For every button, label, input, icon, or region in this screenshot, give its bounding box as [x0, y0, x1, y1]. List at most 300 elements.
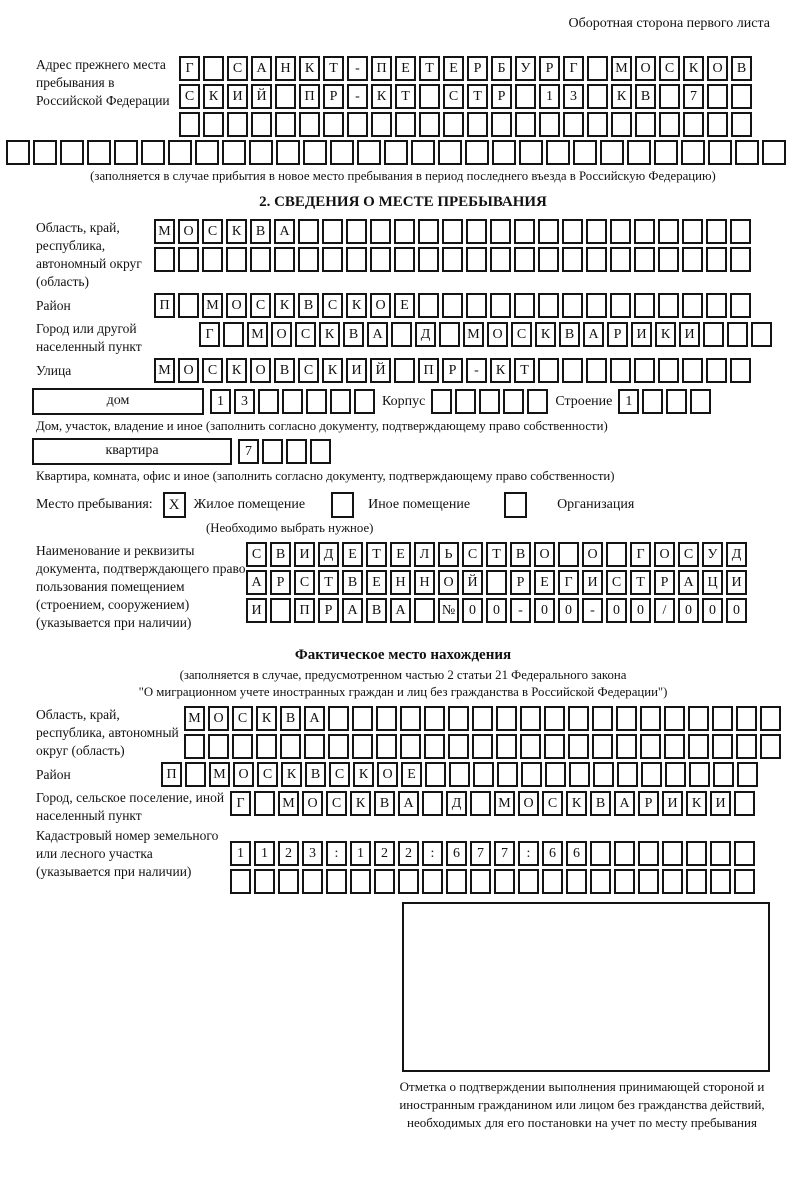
char-cell[interactable] [638, 869, 659, 894]
char-cell[interactable]: Й [370, 358, 391, 383]
char-cell[interactable]: Е [401, 762, 422, 787]
char-cell[interactable]: М [494, 791, 515, 816]
char-cell[interactable] [586, 358, 607, 383]
char-cell[interactable] [232, 734, 253, 759]
char-cell[interactable] [735, 140, 759, 165]
char-cell[interactable] [398, 869, 419, 894]
char-cell[interactable] [586, 293, 607, 318]
stay-type-checkbox-organization[interactable] [504, 492, 527, 518]
char-cell[interactable] [455, 389, 476, 414]
char-cell[interactable]: 0 [606, 598, 627, 623]
char-cell[interactable] [114, 140, 138, 165]
char-cell[interactable] [610, 219, 631, 244]
char-cell[interactable] [467, 112, 488, 137]
char-cell[interactable] [195, 140, 219, 165]
char-cell[interactable]: Р [467, 56, 488, 81]
char-cell[interactable] [515, 112, 536, 137]
char-cell[interactable] [490, 247, 511, 272]
char-cell[interactable] [230, 869, 251, 894]
char-cell[interactable]: 3 [302, 841, 323, 866]
char-cell[interactable]: У [702, 542, 723, 567]
char-cell[interactable] [562, 247, 583, 272]
char-cell[interactable]: Р [491, 84, 512, 109]
char-cell[interactable]: Т [395, 84, 416, 109]
char-cell[interactable] [730, 219, 751, 244]
char-cell[interactable]: Т [630, 570, 651, 595]
char-cell[interactable] [659, 84, 680, 109]
char-cell[interactable]: 7 [683, 84, 704, 109]
char-cell[interactable]: О [178, 358, 199, 383]
char-cell[interactable]: О [226, 293, 247, 318]
char-cell[interactable]: К [226, 358, 247, 383]
char-cell[interactable]: В [305, 762, 326, 787]
char-cell[interactable] [640, 734, 661, 759]
char-cell[interactable]: Р [654, 570, 675, 595]
char-cell[interactable]: 1 [618, 389, 639, 414]
char-cell[interactable]: О [370, 293, 391, 318]
char-cell[interactable] [520, 706, 541, 731]
char-cell[interactable]: Г [230, 791, 251, 816]
stay-type-checkbox-other[interactable] [331, 492, 354, 518]
char-cell[interactable] [638, 841, 659, 866]
char-cell[interactable]: К [611, 84, 632, 109]
char-cell[interactable]: С [542, 791, 563, 816]
char-cell[interactable] [330, 140, 354, 165]
char-cell[interactable]: Й [251, 84, 272, 109]
char-cell[interactable] [496, 734, 517, 759]
char-cell[interactable]: В [510, 542, 531, 567]
char-cell[interactable] [527, 389, 548, 414]
char-cell[interactable]: В [250, 219, 271, 244]
char-cell[interactable] [203, 112, 224, 137]
char-cell[interactable]: С [659, 56, 680, 81]
stay-type-checkbox-residential[interactable] [163, 492, 186, 518]
char-cell[interactable] [606, 542, 627, 567]
char-cell[interactable] [520, 734, 541, 759]
char-cell[interactable] [154, 247, 175, 272]
char-cell[interactable] [665, 762, 686, 787]
char-cell[interactable] [346, 219, 367, 244]
char-cell[interactable]: А [367, 322, 388, 347]
char-cell[interactable] [641, 762, 662, 787]
char-cell[interactable] [286, 439, 307, 464]
char-cell[interactable] [328, 706, 349, 731]
char-cell[interactable] [262, 439, 283, 464]
char-cell[interactable] [276, 140, 300, 165]
char-cell[interactable]: И [662, 791, 683, 816]
char-cell[interactable]: О [487, 322, 508, 347]
char-cell[interactable]: О [302, 791, 323, 816]
char-cell[interactable] [465, 140, 489, 165]
char-cell[interactable]: Р [318, 598, 339, 623]
char-cell[interactable] [376, 734, 397, 759]
char-cell[interactable]: - [466, 358, 487, 383]
char-cell[interactable] [304, 734, 325, 759]
char-cell[interactable] [442, 247, 463, 272]
char-cell[interactable] [617, 762, 638, 787]
char-cell[interactable] [682, 247, 703, 272]
char-cell[interactable] [566, 869, 587, 894]
char-cell[interactable]: В [366, 598, 387, 623]
char-cell[interactable]: А [274, 219, 295, 244]
char-cell[interactable] [538, 219, 559, 244]
char-cell[interactable] [712, 706, 733, 731]
char-cell[interactable] [322, 247, 343, 272]
char-cell[interactable] [202, 247, 223, 272]
char-cell[interactable]: М [154, 358, 175, 383]
char-cell[interactable] [736, 734, 757, 759]
char-cell[interactable] [514, 293, 535, 318]
char-cell[interactable] [438, 140, 462, 165]
char-cell[interactable] [634, 358, 655, 383]
char-cell[interactable] [658, 358, 679, 383]
char-cell[interactable] [682, 293, 703, 318]
char-cell[interactable] [371, 112, 392, 137]
char-cell[interactable]: Н [390, 570, 411, 595]
char-cell[interactable]: - [582, 598, 603, 623]
char-cell[interactable] [573, 140, 597, 165]
char-cell[interactable] [354, 389, 375, 414]
char-cell[interactable] [503, 389, 524, 414]
char-cell[interactable] [688, 734, 709, 759]
char-cell[interactable]: В [280, 706, 301, 731]
char-cell[interactable]: С [511, 322, 532, 347]
char-cell[interactable] [394, 358, 415, 383]
char-cell[interactable] [203, 56, 224, 81]
char-cell[interactable] [664, 734, 685, 759]
char-cell[interactable]: И [346, 358, 367, 383]
char-cell[interactable] [394, 219, 415, 244]
char-cell[interactable] [419, 84, 440, 109]
char-cell[interactable] [616, 734, 637, 759]
char-cell[interactable]: С [678, 542, 699, 567]
char-cell[interactable] [610, 293, 631, 318]
char-cell[interactable] [227, 112, 248, 137]
char-cell[interactable]: С [227, 56, 248, 81]
char-cell[interactable]: А [678, 570, 699, 595]
char-cell[interactable] [542, 869, 563, 894]
char-cell[interactable] [446, 869, 467, 894]
char-cell[interactable] [418, 247, 439, 272]
char-cell[interactable]: Ь [438, 542, 459, 567]
char-cell[interactable]: К [299, 56, 320, 81]
char-cell[interactable]: Е [394, 293, 415, 318]
char-cell[interactable] [472, 706, 493, 731]
char-cell[interactable]: К [371, 84, 392, 109]
char-cell[interactable] [760, 706, 781, 731]
char-cell[interactable] [689, 762, 710, 787]
char-cell[interactable]: П [294, 598, 315, 623]
char-cell[interactable]: С [294, 570, 315, 595]
char-cell[interactable] [323, 112, 344, 137]
char-cell[interactable] [736, 706, 757, 731]
char-cell[interactable]: Т [486, 542, 507, 567]
char-cell[interactable] [562, 293, 583, 318]
char-cell[interactable] [666, 389, 687, 414]
char-cell[interactable]: К [346, 293, 367, 318]
char-cell[interactable]: М [463, 322, 484, 347]
char-cell[interactable]: Н [414, 570, 435, 595]
char-cell[interactable] [442, 219, 463, 244]
char-cell[interactable]: 0 [486, 598, 507, 623]
char-cell[interactable]: С [179, 84, 200, 109]
char-cell[interactable]: С [443, 84, 464, 109]
char-cell[interactable]: 0 [534, 598, 555, 623]
char-cell[interactable]: С [232, 706, 253, 731]
char-cell[interactable] [374, 869, 395, 894]
char-cell[interactable] [370, 247, 391, 272]
char-cell[interactable]: Г [563, 56, 584, 81]
char-cell[interactable]: И [631, 322, 652, 347]
char-cell[interactable] [496, 706, 517, 731]
char-cell[interactable] [497, 762, 518, 787]
char-cell[interactable] [563, 112, 584, 137]
char-cell[interactable]: Г [179, 56, 200, 81]
char-cell[interactable]: № [438, 598, 459, 623]
char-cell[interactable] [275, 112, 296, 137]
char-cell[interactable] [634, 247, 655, 272]
char-cell[interactable] [442, 293, 463, 318]
char-cell[interactable] [659, 112, 680, 137]
char-cell[interactable] [627, 140, 651, 165]
char-cell[interactable] [330, 389, 351, 414]
char-cell[interactable] [654, 140, 678, 165]
char-cell[interactable]: А [251, 56, 272, 81]
char-cell[interactable] [600, 140, 624, 165]
char-cell[interactable] [682, 358, 703, 383]
char-cell[interactable] [370, 219, 391, 244]
char-cell[interactable] [395, 112, 416, 137]
char-cell[interactable] [384, 140, 408, 165]
char-cell[interactable] [616, 706, 637, 731]
char-cell[interactable]: В [270, 542, 291, 567]
char-cell[interactable] [703, 322, 724, 347]
char-cell[interactable]: Е [534, 570, 555, 595]
char-cell[interactable] [592, 706, 613, 731]
char-cell[interactable]: 0 [630, 598, 651, 623]
char-cell[interactable]: И [710, 791, 731, 816]
char-cell[interactable]: О [534, 542, 555, 567]
char-cell[interactable]: 0 [726, 598, 747, 623]
char-cell[interactable]: Н [275, 56, 296, 81]
char-cell[interactable] [376, 706, 397, 731]
char-cell[interactable] [682, 219, 703, 244]
char-cell[interactable] [593, 762, 614, 787]
char-cell[interactable] [275, 84, 296, 109]
char-cell[interactable] [686, 841, 707, 866]
char-cell[interactable] [586, 219, 607, 244]
char-cell[interactable]: М [154, 219, 175, 244]
char-cell[interactable] [546, 140, 570, 165]
char-cell[interactable]: С [298, 358, 319, 383]
char-cell[interactable] [569, 762, 590, 787]
char-cell[interactable]: П [154, 293, 175, 318]
char-cell[interactable]: К [655, 322, 676, 347]
char-cell[interactable]: О [233, 762, 254, 787]
char-cell[interactable] [425, 762, 446, 787]
char-cell[interactable]: 3 [234, 389, 255, 414]
char-cell[interactable] [614, 869, 635, 894]
char-cell[interactable]: К [322, 358, 343, 383]
char-cell[interactable] [87, 140, 111, 165]
char-cell[interactable] [730, 247, 751, 272]
char-cell[interactable] [707, 84, 728, 109]
char-cell[interactable]: М [611, 56, 632, 81]
char-cell[interactable]: Т [514, 358, 535, 383]
char-cell[interactable]: П [299, 84, 320, 109]
char-cell[interactable] [737, 762, 758, 787]
char-cell[interactable]: К [274, 293, 295, 318]
char-cell[interactable] [521, 762, 542, 787]
char-cell[interactable] [208, 734, 229, 759]
char-cell[interactable] [538, 247, 559, 272]
char-cell[interactable]: И [582, 570, 603, 595]
char-cell[interactable]: А [583, 322, 604, 347]
char-cell[interactable]: В [298, 293, 319, 318]
char-cell[interactable]: К [319, 322, 340, 347]
char-cell[interactable] [282, 389, 303, 414]
char-cell[interactable] [391, 322, 412, 347]
char-cell[interactable] [587, 56, 608, 81]
char-cell[interactable]: 0 [558, 598, 579, 623]
char-cell[interactable] [662, 869, 683, 894]
char-cell[interactable]: С [295, 322, 316, 347]
char-cell[interactable] [258, 389, 279, 414]
char-cell[interactable] [251, 112, 272, 137]
char-cell[interactable] [418, 293, 439, 318]
char-cell[interactable] [734, 841, 755, 866]
char-cell[interactable] [179, 112, 200, 137]
char-cell[interactable]: А [398, 791, 419, 816]
char-cell[interactable]: М [202, 293, 223, 318]
char-cell[interactable]: Е [366, 570, 387, 595]
char-cell[interactable]: О [438, 570, 459, 595]
char-cell[interactable] [690, 389, 711, 414]
char-cell[interactable]: 0 [462, 598, 483, 623]
char-cell[interactable]: К [535, 322, 556, 347]
char-cell[interactable]: Г [558, 570, 579, 595]
char-cell[interactable]: А [390, 598, 411, 623]
char-cell[interactable]: С [606, 570, 627, 595]
apartment-named-box[interactable]: квартира [32, 438, 232, 465]
char-cell[interactable] [60, 140, 84, 165]
char-cell[interactable] [568, 734, 589, 759]
char-cell[interactable] [470, 791, 491, 816]
char-cell[interactable] [730, 358, 751, 383]
char-cell[interactable]: Д [415, 322, 436, 347]
char-cell[interactable]: - [347, 56, 368, 81]
char-cell[interactable] [590, 869, 611, 894]
char-cell[interactable]: У [515, 56, 536, 81]
char-cell[interactable]: В [342, 570, 363, 595]
char-cell[interactable] [310, 439, 331, 464]
char-cell[interactable] [544, 706, 565, 731]
char-cell[interactable] [562, 219, 583, 244]
char-cell[interactable] [731, 84, 752, 109]
char-cell[interactable] [449, 762, 470, 787]
char-cell[interactable]: С [257, 762, 278, 787]
char-cell[interactable]: И [227, 84, 248, 109]
char-cell[interactable] [303, 140, 327, 165]
char-cell[interactable] [394, 247, 415, 272]
char-cell[interactable] [634, 293, 655, 318]
char-cell[interactable] [414, 598, 435, 623]
char-cell[interactable] [479, 389, 500, 414]
char-cell[interactable] [302, 869, 323, 894]
char-cell[interactable]: А [342, 598, 363, 623]
char-cell[interactable] [688, 706, 709, 731]
char-cell[interactable] [422, 791, 443, 816]
char-cell[interactable]: Д [318, 542, 339, 567]
char-cell[interactable]: Л [414, 542, 435, 567]
char-cell[interactable]: С [246, 542, 267, 567]
char-cell[interactable] [346, 247, 367, 272]
char-cell[interactable] [347, 112, 368, 137]
char-cell[interactable]: К [566, 791, 587, 816]
char-cell[interactable]: И [726, 570, 747, 595]
char-cell[interactable] [634, 219, 655, 244]
char-cell[interactable] [544, 734, 565, 759]
char-cell[interactable] [439, 322, 460, 347]
char-cell[interactable] [466, 219, 487, 244]
char-cell[interactable]: М [247, 322, 268, 347]
char-cell[interactable] [256, 734, 277, 759]
char-cell[interactable] [443, 112, 464, 137]
char-cell[interactable] [249, 140, 273, 165]
char-cell[interactable]: 0 [702, 598, 723, 623]
char-cell[interactable] [424, 706, 445, 731]
char-cell[interactable]: 1 [254, 841, 275, 866]
char-cell[interactable] [254, 869, 275, 894]
char-cell[interactable]: Р [638, 791, 659, 816]
char-cell[interactable]: К [686, 791, 707, 816]
char-cell[interactable] [545, 762, 566, 787]
char-cell[interactable] [611, 112, 632, 137]
char-cell[interactable] [751, 322, 772, 347]
char-cell[interactable]: К [490, 358, 511, 383]
char-cell[interactable]: 1 [350, 841, 371, 866]
char-cell[interactable]: Г [199, 322, 220, 347]
char-cell[interactable]: Р [442, 358, 463, 383]
char-cell[interactable]: 6 [566, 841, 587, 866]
char-cell[interactable] [141, 140, 165, 165]
char-cell[interactable] [658, 219, 679, 244]
char-cell[interactable]: В [559, 322, 580, 347]
char-cell[interactable]: А [246, 570, 267, 595]
char-cell[interactable] [400, 706, 421, 731]
char-cell[interactable] [731, 112, 752, 137]
char-cell[interactable]: 6 [542, 841, 563, 866]
char-cell[interactable] [168, 140, 192, 165]
char-cell[interactable] [710, 869, 731, 894]
char-cell[interactable] [418, 219, 439, 244]
char-cell[interactable] [587, 112, 608, 137]
char-cell[interactable] [734, 869, 755, 894]
char-cell[interactable] [492, 140, 516, 165]
char-cell[interactable] [298, 247, 319, 272]
char-cell[interactable] [586, 247, 607, 272]
char-cell[interactable] [298, 219, 319, 244]
char-cell[interactable]: В [731, 56, 752, 81]
char-cell[interactable] [178, 247, 199, 272]
char-cell[interactable] [299, 112, 320, 137]
char-cell[interactable]: О [654, 542, 675, 567]
char-cell[interactable] [411, 140, 435, 165]
char-cell[interactable] [610, 358, 631, 383]
char-cell[interactable]: С [250, 293, 271, 318]
char-cell[interactable] [466, 247, 487, 272]
char-cell[interactable] [658, 247, 679, 272]
